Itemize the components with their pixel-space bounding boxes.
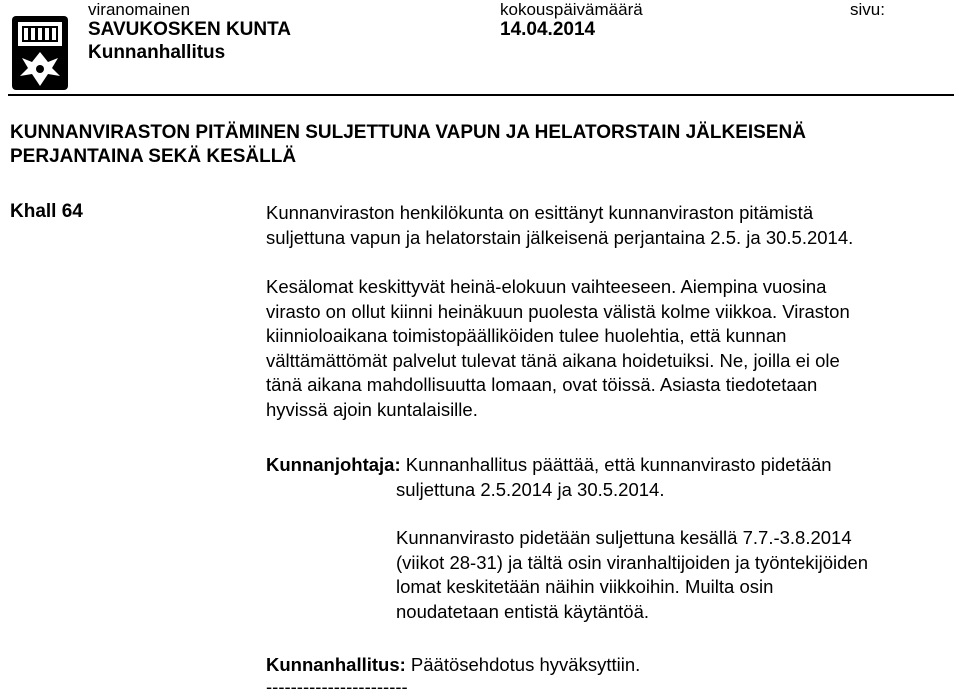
doc-type-label: viranomainen [88,0,191,19]
proposal [266,453,832,502]
proposal-label: Kunnanjohtaja: [266,454,401,475]
text-line: lomat keskitetään näihin viikkoihin. Muilta osin [396,576,774,597]
text-line: Kesälomat keskittyvät heinä-elokuun vaihteeseen. Aiempina vuosina [266,276,827,297]
decision-label: Kunnanhallitus: [266,654,406,675]
header-divider [8,94,954,96]
text-line: hyvissä ajoin kuntalaisille. [266,398,478,420]
proposal-detail [396,526,868,624]
text-line: (viikot 28-31) ja tältä osin viranhaltijoiden ja työntekijöiden [396,551,869,573]
decision-text: Päätösehdotus hyväksyttiin. [405,654,641,675]
decision [266,653,640,678]
municipal-crest-icon [10,14,70,92]
proposal-text-line2: suljettuna 2.5.2014 ja 30.5.2014. [396,478,665,500]
paragraph-1 [266,201,853,250]
page-title-line2: PERJANTAINA SEKÄ KESÄLLÄ [10,146,297,167]
text-line: virasto on ollut kiinni heinäkuun puolesta välistä kolme viikkoa. Viraston [266,300,850,322]
page-title-line1: KUNNANVIRASTON PITÄMINEN SULJETTUNA VAPUN JA HELATORSTAIN JÄLKEISENÄ [10,122,806,143]
paragraph-2 [266,275,850,422]
meeting-date: 14.04.2014 [500,19,596,40]
date-label: kokouspäivämäärä [500,0,643,19]
text-line: noudatetaan entistä käytäntöä. [396,600,650,622]
body-name: Kunnanhallitus [88,42,226,63]
text-line: Kunnanviraston henkilökunta on esittänyt kunnanviraston pitämistä [266,202,814,223]
text-line: välttämättömät palvelut tulevat tänä aikana hoidetuiksi. Ne, joilla ei ole [266,349,840,371]
separator-line: ----------------------- [266,676,408,697]
text-line: suljettuna vapun ja helatorstain jälkeisenä perjantaina 2.5. ja 30.5.2014. [266,226,854,248]
text-line: Kunnanvirasto pidetään suljettuna kesällä 7.7.-3.8.2014 [396,527,852,548]
section-id: Khall 64 [10,201,83,222]
text-line: tänä aikana mahdollisuutta lomaan, ovat töissä. Asiasta tiedotetaan [266,374,818,395]
page-label: sivu: [850,0,885,19]
text-line: kiinnioloaikana toimistopäälliköiden tulee huolehtia, että kunnan [266,325,787,346]
proposal-text: Kunnanhallitus päättää, että kunnanvirasto pidetään [400,454,832,475]
municipality-name: SAVUKOSKEN KUNTA [88,19,292,40]
